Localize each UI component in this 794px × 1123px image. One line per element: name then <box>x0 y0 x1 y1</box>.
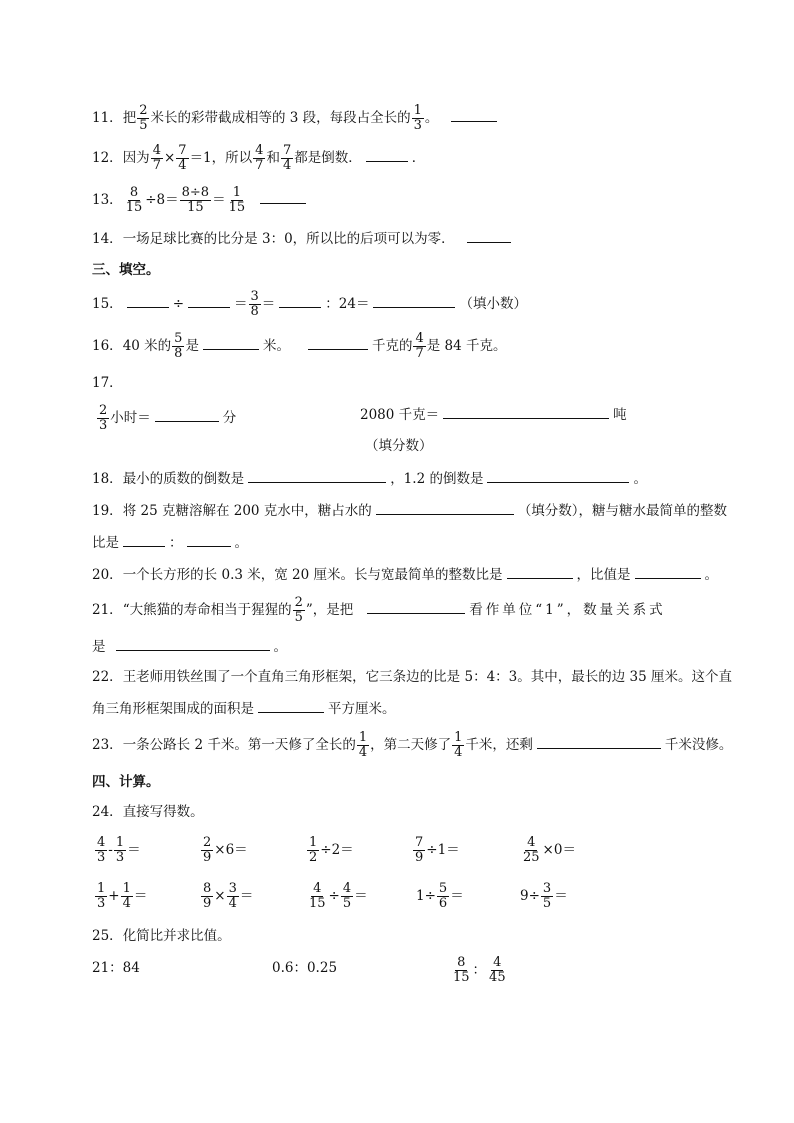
question-13 <box>92 186 310 215</box>
section-heading: 三、填空。 <box>92 262 160 278</box>
fraction <box>437 882 449 911</box>
text: （填分数），糖与糖水最简单的整数 <box>517 503 728 519</box>
question-17-part-b <box>360 404 627 425</box>
text: ＝ <box>234 296 248 312</box>
text: 直接写得数。 <box>122 804 204 820</box>
fraction <box>413 332 425 361</box>
fraction <box>124 186 145 215</box>
question-18 <box>92 468 647 489</box>
text: 40 米的 <box>122 338 172 354</box>
text: 化简比并求比值。 <box>122 928 231 944</box>
denominator: 7 <box>152 158 161 173</box>
numerator: 4 <box>152 143 161 158</box>
numerator: 3 <box>228 881 237 896</box>
question-17-part-a <box>96 404 236 433</box>
answer-blank[interactable] <box>373 293 455 308</box>
calc-item <box>94 836 141 865</box>
ratio-b: 0.6：0.25 <box>272 960 338 976</box>
fraction <box>452 731 464 760</box>
section-heading: 四、计算。 <box>92 774 160 790</box>
fill-fraction-note: （填分数） <box>365 438 433 454</box>
question-19-line-2 <box>92 532 248 553</box>
denominator: 15 <box>125 200 143 215</box>
calc-item <box>412 836 460 865</box>
text: 是 <box>185 338 199 354</box>
denominator: 4 <box>282 158 292 173</box>
numerator: 4 <box>313 881 322 896</box>
denominator: 5 <box>342 896 352 911</box>
fraction <box>176 144 188 173</box>
equals: ＝ <box>354 888 368 904</box>
text: 。 <box>633 471 647 487</box>
text: 一条公路长 2 千米。第一天修了全长的 <box>122 737 356 753</box>
fraction <box>357 731 369 760</box>
answer-blank[interactable] <box>116 636 270 651</box>
fraction <box>281 144 293 173</box>
denominator: 6 <box>438 896 448 911</box>
question-11 <box>92 104 501 133</box>
fraction <box>293 596 305 625</box>
text: 。 <box>424 110 439 126</box>
answer-blank[interactable] <box>127 293 169 308</box>
numerator: 4 <box>493 955 502 970</box>
denominator: 3 <box>413 118 422 133</box>
numerator: 1 <box>309 835 318 850</box>
denominator: 3 <box>99 418 108 433</box>
equals: ＝ <box>554 888 568 904</box>
text: 千米没修。 <box>664 737 733 753</box>
denominator: 15 <box>228 200 246 215</box>
numerator: 8 <box>203 881 212 896</box>
text: 小时＝ <box>110 410 151 426</box>
text: 米长的彩带截成相等的 3 段，每段占全长的 <box>150 110 411 126</box>
fraction <box>307 882 328 911</box>
numerator: 4 <box>342 881 352 896</box>
fraction <box>227 882 239 911</box>
text: 9÷ <box>520 888 540 904</box>
ratio-c <box>450 956 509 985</box>
numerator: 8 <box>457 955 466 970</box>
denominator: 4 <box>122 896 131 911</box>
text: 王老师用铁丝围了一个直角三角形框架，它三条边的比是 5：4：3。其中，最长的边 35 厘米。这个直 <box>122 669 733 685</box>
question-21-line-2 <box>92 636 287 657</box>
fraction <box>95 836 107 865</box>
question-number: 19． <box>92 503 123 519</box>
question-24 <box>92 802 204 822</box>
calc-item <box>94 882 147 911</box>
numerator: 1 <box>122 881 131 896</box>
operator: ÷1＝ <box>426 842 460 858</box>
question-17-number: 17． <box>92 375 123 391</box>
denominator: 5 <box>139 118 148 133</box>
text: ÷ <box>172 296 184 312</box>
question-number: 18． <box>92 471 123 487</box>
text: 将 25 克糖溶解在 200 克水中，糖占水的 <box>122 503 372 519</box>
fraction <box>151 144 163 173</box>
answer-blank[interactable] <box>635 564 701 579</box>
text: 和 <box>266 150 280 166</box>
answer-blank[interactable] <box>308 335 368 350</box>
answer-blank[interactable] <box>467 228 511 243</box>
operator: ÷ <box>328 888 340 904</box>
text: ，比值是 <box>576 567 631 583</box>
answer-blank[interactable] <box>279 293 321 308</box>
text: 因为 <box>122 150 150 166</box>
text: 千米，还剩 <box>465 737 533 753</box>
fraction <box>487 956 508 985</box>
fraction <box>253 144 265 173</box>
denominator: 5 <box>542 896 552 911</box>
fraction <box>201 836 213 865</box>
fraction <box>95 882 107 911</box>
text: 分 <box>222 410 237 426</box>
numerator: 4 <box>415 331 424 346</box>
numerator: 1 <box>232 185 241 200</box>
question-12 <box>92 144 425 173</box>
denominator: 15 <box>309 896 326 911</box>
text: ＝1，所以 <box>189 150 253 166</box>
question-20 <box>92 564 718 585</box>
numerator: 7 <box>282 143 292 158</box>
numerator: 7 <box>415 835 424 850</box>
question-14 <box>92 228 515 249</box>
denominator: 45 <box>489 970 506 985</box>
denominator: 15 <box>187 200 204 215</box>
question-number: 20． <box>92 567 123 583</box>
numerator: 5 <box>174 331 183 346</box>
question-number: 14． <box>92 231 123 247</box>
numerator: 7 <box>178 143 187 158</box>
numerator: 3 <box>542 881 552 896</box>
question-number: 16． <box>92 338 123 354</box>
numerator: 4 <box>97 835 106 850</box>
text: （填小数） <box>459 296 527 312</box>
numerator: 1 <box>413 103 422 118</box>
fraction <box>201 882 213 911</box>
numerator: 2 <box>294 595 303 610</box>
question-15 <box>92 290 527 319</box>
denominator: 8 <box>174 346 183 361</box>
text: 吨 <box>613 407 627 423</box>
text: 是 <box>92 639 106 655</box>
answer-blank[interactable] <box>366 147 408 162</box>
denominator: 3 <box>97 850 106 865</box>
denominator: 7 <box>255 158 264 173</box>
calc-item <box>520 836 576 865</box>
denominator: 2 <box>309 850 318 865</box>
numerator: 1 <box>97 881 106 896</box>
answer-blank[interactable] <box>451 107 497 122</box>
question-number: 21． <box>92 602 123 618</box>
answer-blank[interactable] <box>187 532 231 547</box>
fraction <box>180 186 211 215</box>
answer-blank[interactable] <box>537 734 661 749</box>
text: 把 <box>122 110 137 126</box>
text: 最小的质数的倒数是 <box>122 471 245 487</box>
denominator: 15 <box>453 970 470 985</box>
calc-item <box>520 882 568 911</box>
operator: ÷2＝ <box>320 842 354 858</box>
text: ：24＝ <box>325 296 370 312</box>
fraction <box>521 836 542 865</box>
calc-item <box>416 882 464 911</box>
answer-blank[interactable] <box>258 698 324 713</box>
question-22-line-2 <box>92 698 396 719</box>
question-number: 25． <box>92 928 123 944</box>
text: 2080 千克＝ <box>360 407 440 423</box>
text: 。 <box>704 567 718 583</box>
denominator: 4 <box>454 745 463 760</box>
text: 千克的 <box>371 338 413 354</box>
question-number: 11． <box>92 110 123 126</box>
text: 比是 <box>92 535 119 551</box>
text: ＝ <box>212 192 226 208</box>
equals: ＝ <box>133 888 148 904</box>
text: 一个长方形的长 0.3 米，宽 20 厘米。长与宽最简单的整数比是 <box>122 567 503 583</box>
operator: - <box>108 842 113 858</box>
numerator: 3 <box>250 289 259 304</box>
fraction <box>307 836 319 865</box>
denominator: 8 <box>250 304 259 319</box>
denominator: 4 <box>228 896 237 911</box>
text: 平方厘米。 <box>328 701 396 717</box>
text: “大熊猫的寿命相当于猩猩的 <box>122 602 292 618</box>
text: 。 <box>273 639 287 655</box>
text: ，第二天修了 <box>370 737 452 753</box>
text: 一场足球比赛的比分是 3：0，所以比的后项可以为零． <box>122 231 455 247</box>
question-22-line-1 <box>92 667 732 687</box>
denominator: 7 <box>415 346 424 361</box>
answer-blank[interactable] <box>507 564 573 579</box>
denominator: 9 <box>203 896 212 911</box>
question-16 <box>92 332 507 361</box>
operator: ×6＝ <box>214 842 248 858</box>
question-number: 13． <box>92 192 123 208</box>
fraction <box>451 956 472 985</box>
question-25 <box>92 926 231 946</box>
text: ＝ <box>261 296 276 312</box>
fraction <box>249 290 261 319</box>
denominator: 25 <box>523 850 540 865</box>
fraction <box>137 104 149 133</box>
numerator: 5 <box>438 881 448 896</box>
fraction <box>412 104 424 133</box>
calc-item <box>306 882 368 911</box>
numerator: 2 <box>139 103 148 118</box>
question-number: 24． <box>92 804 123 820</box>
equals: ＝ <box>127 842 141 858</box>
numerator: 2 <box>99 403 108 418</box>
fraction <box>97 404 109 433</box>
text: 米。 <box>262 338 290 354</box>
denominator: 3 <box>115 850 125 865</box>
numerator: 8÷8 <box>181 185 210 200</box>
denominator: 5 <box>294 610 303 625</box>
answer-blank[interactable] <box>155 407 219 422</box>
calc-item <box>200 836 248 865</box>
equals: ＝ <box>239 888 254 904</box>
answer-blank[interactable] <box>376 500 514 515</box>
fraction <box>172 332 184 361</box>
numerator: 4 <box>527 835 536 850</box>
fraction <box>114 836 126 865</box>
answer-blank[interactable] <box>367 599 465 614</box>
equals: ＝ <box>450 888 464 904</box>
text: ”，是把 <box>305 602 354 618</box>
fraction <box>413 836 425 865</box>
operator: ×0＝ <box>542 842 576 858</box>
ratio-a: 21：84 <box>92 960 140 976</box>
operator: × <box>214 888 226 904</box>
text: 。 <box>234 535 248 551</box>
text: ，1.2 的倒数是 <box>390 471 484 487</box>
denominator: 4 <box>178 158 187 173</box>
fraction <box>341 882 353 911</box>
question-number: 15． <box>92 296 123 312</box>
operator: × <box>163 150 176 166</box>
numerator: 4 <box>255 143 264 158</box>
numerator: 1 <box>115 835 125 850</box>
numerator: 1 <box>358 730 368 745</box>
numerator: 8 <box>129 185 139 200</box>
answer-blank[interactable] <box>188 293 230 308</box>
text: ： <box>169 535 183 551</box>
fraction <box>121 882 133 911</box>
question-number: 23． <box>92 737 123 753</box>
fraction <box>227 186 248 215</box>
denominator: 9 <box>203 850 212 865</box>
text: 1÷ <box>416 888 436 904</box>
denominator: 4 <box>358 745 368 760</box>
answer-blank[interactable] <box>123 532 165 547</box>
answer-blank[interactable] <box>487 468 629 483</box>
answer-blank[interactable] <box>443 404 609 419</box>
question-21-line-1 <box>92 596 666 625</box>
question-23 <box>92 731 732 760</box>
text: 角三角形框架围成的面积是 <box>92 701 254 717</box>
numerator: 1 <box>454 730 463 745</box>
numerator: 2 <box>203 835 212 850</box>
question-number: 22． <box>92 669 123 685</box>
answer-blank[interactable] <box>248 468 386 483</box>
text: 是 84 千克。 <box>426 338 507 354</box>
denominator: 3 <box>97 896 106 911</box>
answer-blank[interactable] <box>203 335 259 350</box>
fraction <box>541 882 553 911</box>
calc-item <box>200 882 253 911</box>
denominator: 9 <box>415 850 424 865</box>
calc-item <box>306 836 354 865</box>
text: 都是倒数． <box>294 150 362 166</box>
question-number: 12． <box>92 150 123 166</box>
text: ÷8＝ <box>145 192 179 208</box>
operator: + <box>108 888 120 904</box>
ratio-separator: ： <box>472 962 487 978</box>
question-19-line-1 <box>92 500 727 521</box>
text: ． <box>411 150 426 166</box>
answer-blank[interactable] <box>260 189 306 204</box>
text: 看作单位“1”，数量关系式 <box>469 602 666 618</box>
